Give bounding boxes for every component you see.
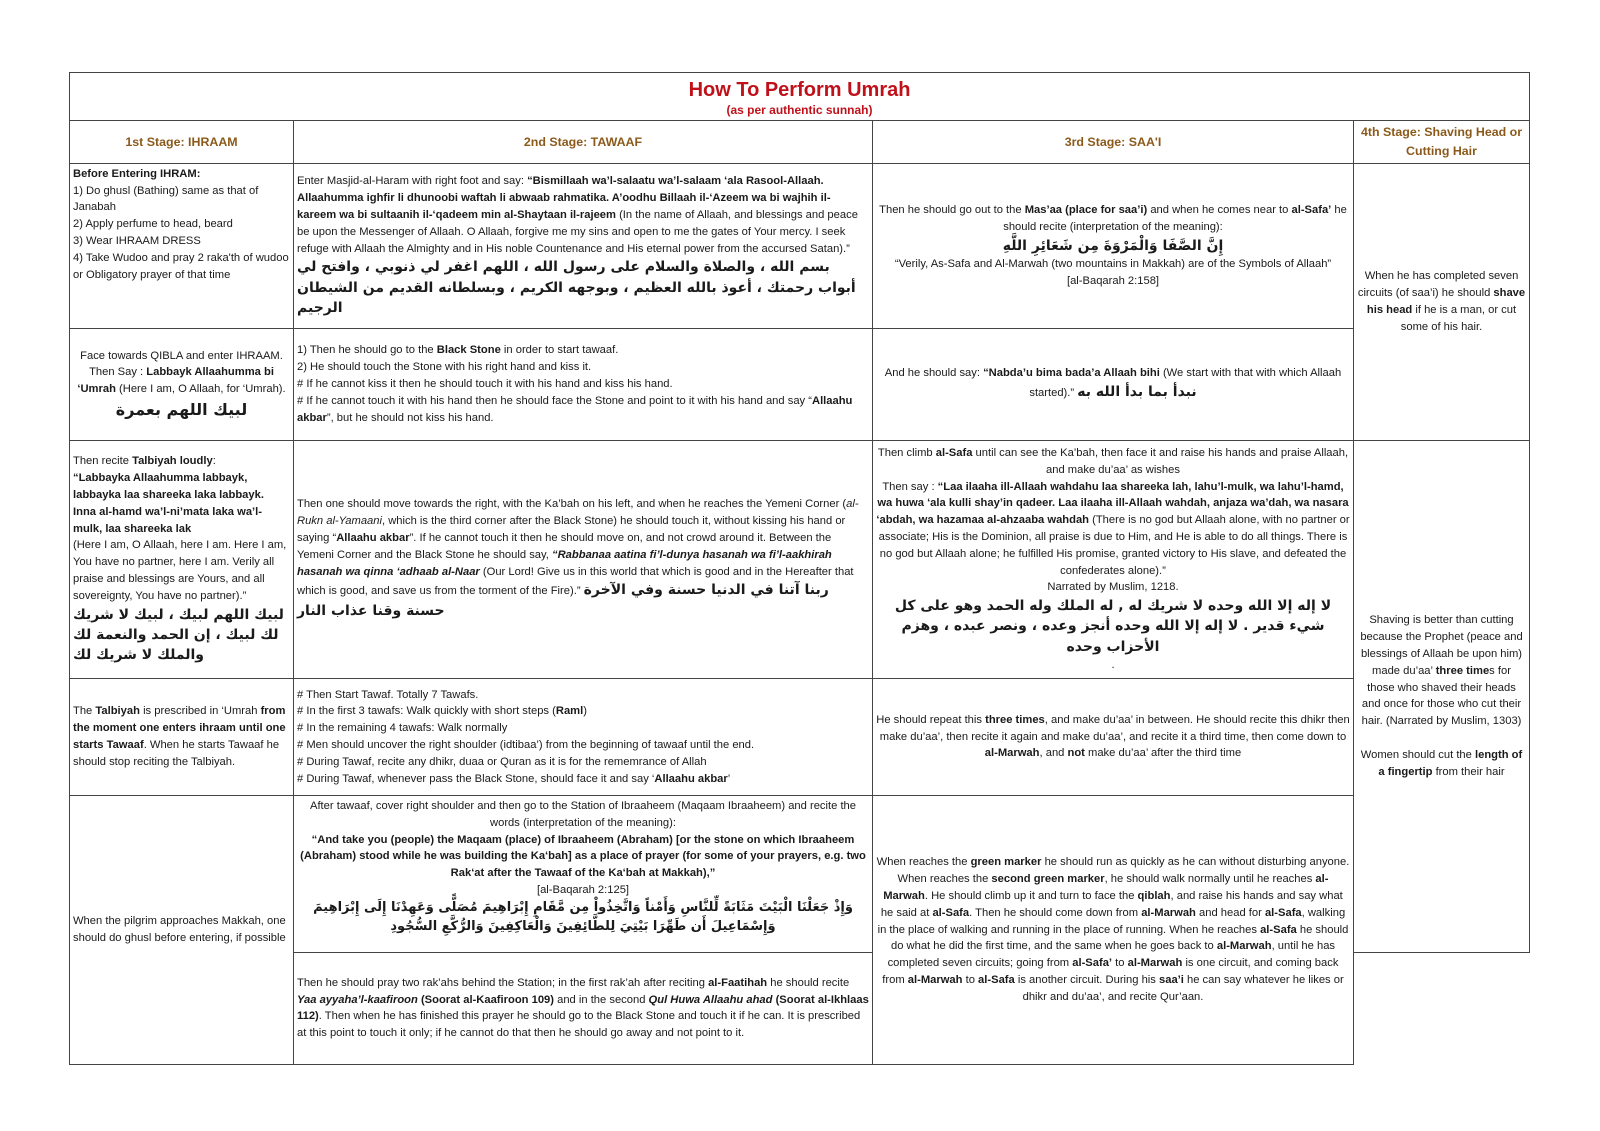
- green-bold: al-Marwah: [907, 974, 963, 987]
- masaa-safa: al-Safa’: [1291, 204, 1332, 217]
- nabda-meaning: (We start with that with which Allaah started).”: [1029, 367, 1342, 400]
- women-text: Women should cut the: [1360, 748, 1472, 761]
- stage-header-saai: 3rd Stage: SAA'I: [873, 120, 1354, 163]
- umrah-table: [69, 72, 1530, 1065]
- stone-step: in order to start tawaaf.: [503, 344, 619, 357]
- green-text: , walking in the place of walking and running in the place of running. When he reaches: [877, 906, 1346, 936]
- tawaaf-maqaam-cell: [294, 796, 873, 953]
- pray-text: Then he should pray two rak’ahs behind the Station; in the first rak’ah after reciting: [297, 976, 705, 989]
- tawaf-step: # In the remaining 4 tawafs: Walk normally: [297, 722, 508, 735]
- shaving-text: When he has completed seven circuits (of saa’i) he should: [1357, 270, 1519, 300]
- green-bold: al-Safa’: [1072, 957, 1113, 970]
- prescribed-text: is prescribed in ‘Umrah: [143, 705, 258, 718]
- green-bold: al-Safa: [978, 974, 1015, 987]
- green-bold: saa’i: [1159, 974, 1184, 987]
- green-text: , he should walk normally until he reaches: [1104, 873, 1313, 886]
- masaa-reference: [al-Baqarah 2:158]: [1066, 274, 1160, 287]
- saai-masaa-cell: [873, 163, 1354, 328]
- green-text: and head for: [1199, 906, 1262, 919]
- shaving-completed-cell: [1354, 163, 1530, 440]
- pray-text: he should recite: [770, 976, 850, 989]
- pray-faatihah: al-Faatihah: [708, 976, 768, 989]
- saai-climb-cell: [873, 440, 1354, 678]
- ihraam-ghusl-cell: [70, 796, 294, 1065]
- tawaf-step: # Then Start Tawaf. Totally 7 Tawafs.: [297, 688, 479, 701]
- pray-ikhlaas: Qul Huwa Allaahu ahad: [648, 993, 773, 1006]
- raml-bold: Raml: [555, 705, 584, 718]
- women-length: length of a fingertip: [1378, 748, 1523, 778]
- labbayk-translit: Labbayk Allaahumma bi ‘Umrah: [77, 366, 274, 396]
- enter-instruction: Enter Masjid-al-Haram with right foot and say:: [297, 175, 524, 188]
- rabbanaa-translit: “Rabbanaa aatina fi’l-dunya hasanah wa fi’l-aakhirah hasanah wa qinna ‘adhaab al-Naar: [297, 548, 832, 578]
- stone-step: ”, but he should not kiss his hand.: [326, 411, 494, 424]
- climb-text: until can see the Ka’bah, then face it and raise his hands and praise Allaah, and make du’aa’ as wishes: [975, 446, 1349, 476]
- climb-text: Then climb: [877, 446, 933, 459]
- green-text: , and raise his hands and say what he said at: [880, 890, 1343, 919]
- green-text: to: [1115, 957, 1125, 970]
- yemeni-text: ”. If he cannot touch it then he should move on, and not crowd around it. Between the Yemeni Corner and the Black Stone he should say,: [297, 532, 832, 561]
- green-bold: second green marker: [991, 873, 1105, 886]
- tawaf-step: ’: [727, 772, 731, 785]
- ihraam-before-item: 2) Apply perfume to head, beard: [73, 218, 233, 231]
- stone-step: 2) He should touch the Stone with his right hand and kiss it.: [297, 361, 592, 374]
- shaving-better-text: Shaving is better than cutting because the Prophet (peace and blessings of Allaah be upon him) made du’aa’: [1360, 614, 1523, 677]
- pray-text: and in the second: [557, 993, 646, 1006]
- nabda-arabic: نبدأ بما بدأ الله به: [1077, 384, 1197, 401]
- repeat-text: , and: [1039, 747, 1065, 760]
- repeat-three-times: three times: [985, 713, 1045, 726]
- labbayk-arabic: لبيك اللهم بعمرة: [115, 399, 248, 419]
- tawaf-step: # In the first 3 tawafs: Walk quickly with short steps (: [297, 705, 556, 718]
- pray-surah-ref: (Soorat al-Ikhlaas 112): [297, 993, 869, 1023]
- pray-text: . Then when he has finished this prayer he should go to the Black Stone and touch it if he can. It is prescribed at this point to touch it only; if he cannot do that then he should go away and not point to it.: [297, 1010, 861, 1040]
- tawaaf-steps-cell: [294, 678, 873, 795]
- masaa-arabic: إِنَّ الصَّفَا وَالْمَرْوَةَ مِن شَعَائِرِ اللَّهِ: [1002, 237, 1224, 254]
- ihraam-before-cell: [70, 163, 294, 328]
- rabbanaa-arabic: ربنا آتنا في الدنيا حسنة وفي الآخرة حسنة وقنا عذاب النار: [297, 582, 829, 620]
- green-bold: al-Safa: [932, 906, 970, 919]
- yemeni-text: Then one should move towards the right, with the Ka’bah on his left, and when he reaches the Yemeni Corner (: [297, 498, 847, 511]
- pray-surah-ref: (Soorat al-Kaafiroon 109): [420, 993, 554, 1006]
- saai-repeat-cell: [873, 678, 1354, 795]
- ihraam-before-item: 4) Take Wudoo and pray 2 raka'th of wudoo or Obligatory prayer of that time: [73, 251, 289, 281]
- yemeni-italic: al-Rukn al-Yamaani: [297, 498, 859, 528]
- say-dot: .: [1111, 659, 1115, 672]
- green-text: . He should climb up it and turn to face the: [924, 890, 1135, 903]
- allaahu-akbar-bold: Allaahu akbar: [297, 394, 853, 424]
- ghusl-text: When the pilgrim approaches Makkah, one should do ghusl before entering, if possible: [73, 915, 286, 945]
- climb-safa: al-Safa: [935, 446, 973, 459]
- saai-nabda-cell: [873, 328, 1354, 440]
- repeat-text: He should repeat this: [876, 713, 982, 726]
- maqaam-reference: [al-Baqarah 2:125]: [536, 884, 630, 897]
- page-title: How To Perform Umrah: [688, 78, 911, 101]
- green-bold: al-Safa: [1260, 923, 1297, 936]
- tawaf-step: # Men should uncover the right shoulder (idtibaa’) from the beginning of tawaaf until the end.: [297, 739, 755, 752]
- tawaaf-yemeni-cell: [294, 440, 873, 678]
- stone-step: # If he cannot kiss it then he should touch it with his hand and kiss his hand.: [297, 377, 673, 390]
- masaa-translation: “Verily, As-Safa and Al-Marwah (two mountains in Makkah) are of the Symbols of Allaah”: [894, 257, 1332, 270]
- green-text: . Then he should come down from: [969, 906, 1139, 919]
- repeat-text: , and make du’aa’ in between. He should recite this dhikr then make du’aa’, then recite it again and make du’aa’, and recite it a third time, then come down to: [879, 713, 1350, 743]
- nabda-translit: “Nabda’u bima bada’a Allaah bihi: [983, 367, 1160, 380]
- stage-header-shaving: 4th Stage: Shaving Head or Cutting Hair: [1354, 120, 1530, 163]
- talbiyah-translit: “Labbayka Allaahumma labbayk, labbayka laa shareeka laka labbayk. Inna al-hamd wa’l-ni’mata laka wa’l-mulk, laa shareeka lak: [73, 472, 264, 535]
- maqaam-instruction: After tawaaf, cover right shoulder and then go to the Station of Ibraaheem (Maqaam Ibraaheem) and recite the words (interpretation of the meaning):: [309, 800, 857, 829]
- repeat-text: make du’aa’ after the third time: [1088, 747, 1242, 760]
- green-bold: al-Marwah: [1141, 906, 1196, 919]
- tawaaf-stone-cell: [294, 328, 873, 440]
- tawaf-step: ): [583, 705, 587, 718]
- say-reference: Narrated by Muslim, 1218.: [1047, 581, 1179, 594]
- tawaf-step: # During Tawaf, whenever pass the Black Stone, should face it and say ‘: [297, 772, 655, 785]
- ihraam-prescribed-cell: [70, 678, 294, 795]
- stage-header-tawaaf: 2nd Stage: TAWAAF: [294, 120, 873, 163]
- maqaam-verse: “And take you (people) the Maqaam (place) of Ibraaheem (Abraham) [or the stone on which Ibraaheem (Abraham) stood while he was building the Ka‘bah] as a place of prayer (for some of your prayers, e.g. two Rak‘at after the Tawaaf of the Ka‘bah at Makkah),”: [300, 833, 866, 880]
- nabda-text: And he should say:: [884, 367, 980, 380]
- masaa-place: Mas’aa (place for saa’i): [1024, 204, 1148, 217]
- say-text: Then say :: [882, 480, 935, 493]
- enter-dua-translit: “Bismillaah wa’l-salaatu wa’l-salaam ‘ala Rasool-Allaah. Allaahumma ighfir li dhunoobi waftah li abwaab rahmatika. A’oodhu Billaah il-‘Azeem wa bi wajhih il-kareem wa bi sultaanih il-‘qadeem min al-Shaytaan il-rajeem: [297, 175, 831, 221]
- green-text: is one circuit, and coming back from: [882, 957, 1339, 987]
- talbiyah-arabic: لبيك اللهم لبيك ، لبيك لا شريك لك لبيك ، إن الحمد والنعمة لك والملك لا شريك لك: [73, 606, 284, 664]
- allaahu-akbar-bold: Allaahu akbar: [336, 532, 410, 544]
- ihraam-face-cell: [70, 328, 294, 440]
- say-arabic: لا إله إلا الله وحده لا شريك له , له الملك وله الحمد وهو على كل شيء قدير . لا إله إلا الله وحده أنجز وعده ، ونصر عبده ، وهزم الأحزاب وحده: [894, 598, 1332, 655]
- saai-green-cell: [873, 796, 1354, 1065]
- shaving-better-cell: [1354, 440, 1530, 952]
- ihraam-before-item: 3) Wear IHRAAM DRESS: [73, 235, 201, 248]
- allaahu-akbar-bold: Allaahu akbar: [654, 772, 728, 785]
- talbiyah-text: Then recite: [73, 455, 129, 468]
- green-text: When reaches the: [876, 856, 968, 869]
- say-meaning: (There is no god but Allaah alone, with no partner or associate; His is the Dominion, all praise is due to Him, and He is able to do all things. There is no god but Allaah alone; he fulfilled His promise, granted victory to His slave, and defeated the confederates alone).”: [878, 514, 1350, 577]
- shaving-text: if he is a man, or cut some of his hair.: [1400, 303, 1517, 333]
- green-text: , until he has completed seven circuits; going from: [887, 940, 1336, 970]
- shaving-three-times: three time: [1435, 664, 1490, 677]
- stone-step: # If he cannot touch it with his hand then he should face the Stone and point to it with his hand and say “: [297, 394, 812, 407]
- tawaaf-pray-cell: [294, 952, 873, 1064]
- repeat-marwah: al-Marwah: [984, 747, 1040, 760]
- page-subtitle: (as per authentic sunnah): [726, 102, 873, 117]
- ihraam-talbiyah-cell: [70, 440, 294, 678]
- enter-dua-meaning: (In the name of Allaah, and blessings and peace be upon the Messenger of Allaah. O Allaah, forgive me my sins and open to me the gates of Your mercy. I seek refuge with Allaah the Almighty and in His noble Countenance and His eternal power from the accursed Satan).”: [297, 208, 858, 255]
- prescribed-text: The: [73, 705, 93, 718]
- green-bold: qiblah: [1137, 890, 1171, 903]
- women-text: from their hair: [1435, 765, 1505, 778]
- tawaf-step: # During Tawaf, recite any dhikr, duaa or Quran as it is for the rememrance of Allah: [297, 755, 707, 768]
- pray-kaafiroon: Yaa ayyaha’l-kaafiroon: [297, 993, 418, 1006]
- shaving-better-text: s for those who shaved their heads and once for those who cut their hair. (Narrated by Muslim, 1303): [1361, 664, 1522, 728]
- green-text: he can say whatever he likes or dhikr and du’aa’, and recite Qur’aan.: [1022, 974, 1344, 1003]
- umrah-guide-sheet: [69, 72, 1529, 1065]
- stone-step: 1) Then he should go to the: [297, 344, 434, 357]
- green-text: he should run as quickly as he can without disturbing anyone. When reaches the: [897, 856, 1350, 886]
- green-text: to: [965, 974, 975, 987]
- prescribed-text: . When he starts Tawaaf he should stop reciting the Talbiyah.: [73, 739, 280, 768]
- stage-header-ihraam: 1st Stage: IHRAAM: [70, 120, 294, 163]
- green-bold: al-Marwah: [1216, 940, 1272, 953]
- prescribed-bold: Talbiyah: [95, 705, 140, 718]
- green-bold: al-Marwah: [1127, 957, 1183, 970]
- green-text: is another circuit. During his: [1017, 974, 1156, 987]
- ihraam-before-item: 1) Do ghusl (Bathing) same as that of Janabah: [73, 184, 259, 214]
- talbiyah-meaning: (Here I am, O Allaah, here I am. Here I am, You have no partner, here I am. Verily all praise and blessings are Yours, and all sovereignty, You have no partner).”: [73, 539, 287, 602]
- green-bold: al-Marwah: [883, 873, 1329, 903]
- masaa-text: Then he should go out to the: [879, 204, 1022, 217]
- yemeni-text: , which is the third corner after the Black Stone) he should touch it, without kissing his hand or saying “: [297, 515, 846, 544]
- green-text: he should do what he did the first time, and the same when he goes back to: [890, 923, 1349, 953]
- shaving-bold: shave his head: [1366, 287, 1526, 316]
- ihraam-before-heading: Before Entering IHRAM:: [73, 167, 201, 180]
- tawaaf-enter-cell: [294, 163, 873, 328]
- green-bold: al-Safa: [1264, 906, 1302, 919]
- labbayk-meaning: (Here I am, O Allaah, for ‘Umrah).: [119, 383, 286, 396]
- face-qibla-text: Face towards QIBLA and enter IHRAAM. Then Say :: [80, 349, 283, 379]
- rabbanaa-meaning: (Our Lord! Give us in this world that which is good and in the Hereafter that which is good, and save us from the torment of the Fire).”: [297, 565, 854, 598]
- talbiyah-text: :: [212, 455, 216, 468]
- maqaam-arabic: وَإِذْ جَعَلْنَا الْبَيْتَ مَثَابَةً لِّلنَّاسِ وَأَمْناً وَاتَّخِذُواْ مِن مَّقَامِ إِبْرَاهِيمَ مُصَلًّى وَعَهِدْنَا إِلَى إِبْرَاهِيمَ وَإِسْمَاعِيلَ أَن طَهِّرَا بَيْتِيَ لِلطَّائِفِينَ وَالْعَاكِفِينَ وَالرُّكَّعِ السُّجُودِ: [313, 899, 853, 934]
- say-translit: “Laa ilaaha ill-Allaah wahdahu laa shareeka lah, lahu’l-mulk, wa lahu’l-hamd, wa huwa ‘ala kulli shay’in qadeer. Laa ilaaha ill-Allaah wahdah, anjaza wa’dah, wa nasara ‘abdah, wa hazamaa al-ahzaaba wahdah: [876, 480, 1349, 527]
- repeat-not: not: [1067, 747, 1085, 760]
- talbiyah-bold: Talbiyah loudly: [132, 455, 213, 468]
- black-stone-bold: Black Stone: [436, 344, 501, 357]
- green-bold: green marker: [970, 856, 1042, 869]
- prescribed-bold: from the moment one enters ihraam until one starts Tawaaf: [73, 705, 286, 752]
- title-cell: [70, 73, 1530, 121]
- masaa-text: and when he comes near to: [1150, 204, 1289, 217]
- enter-dua-arabic: بسم الله ، والصلاة والسلام على رسول الله ، اللهم اغفر لي ذنوبي ، وافتح لي أبواب رحمتك ، أعوذ بالله العظيم ، وبوجهه الكريم ، وبسلطانه القديم من الشيطان الرجيم: [297, 259, 856, 316]
- masaa-text: he should recite (interpretation of the meaning):: [1003, 204, 1347, 233]
